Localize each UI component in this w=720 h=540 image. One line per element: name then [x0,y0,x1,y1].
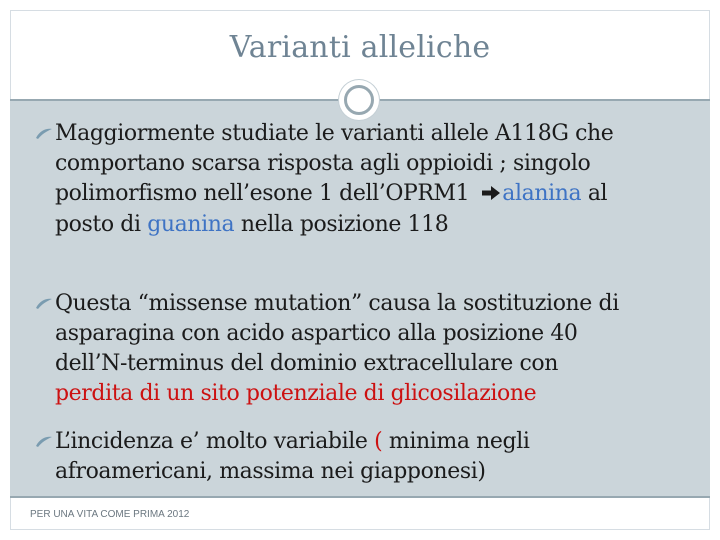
bullet-3-line-1 [55,427,695,457]
bullet-1-line-2: comportano scarsa risposta agli oppioidi ; singolo [55,151,591,176]
bullet-item-1 [55,119,695,240]
footer-text: PER UNA VITA COME PRIMA 2012 [30,509,190,520]
glicosilazione-highlight: perdita di un sito potenziale di glicosilazione [55,381,537,406]
bullet-1-line-3 [55,179,695,210]
bullet-3-line-1-text: L’incidenza e’ molto variabile [55,429,375,454]
paren-highlight: ( [374,429,383,454]
bullet-2-line-2: asparagina con acido aspartico alla posizione 40 [55,321,578,346]
bullet-item-3 [55,427,695,487]
bullet-2-line-1: Questa “missense mutation” causa la sostituzione di [55,291,619,316]
guanina-highlight: guanina [147,212,235,237]
bullet-marker-icon [35,289,53,319]
bullet-3-line-2: afroamericani, massima nei giapponesi) [55,459,486,484]
bullet-1-line-4-text: posto di [55,212,148,237]
bullet-1-line-4 [55,210,695,240]
alanina-highlight: alanina [502,181,582,206]
bullet-3-line-1-tail: minima negli [382,429,530,454]
slide-title: Varianti alleliche [229,30,491,65]
bullet-1-line-4-tail: nella posizione 118 [234,212,449,237]
bullet-marker-icon [35,427,53,457]
bullet-2-line-3: dell’N-terminus del dominio extracellulare con [55,351,559,376]
bullet-1-line-1: Maggiormente studiate le varianti allele A118G che [55,121,614,146]
bullet-item-2 [55,289,695,409]
right-arrow-icon [481,180,501,210]
bullet-marker-icon [35,119,53,149]
bullet-1-line-3-tail: al [581,181,608,206]
bullet-1-line-3-text: polimorfismo nell’esone 1 dell’OPRM1 [55,181,470,206]
